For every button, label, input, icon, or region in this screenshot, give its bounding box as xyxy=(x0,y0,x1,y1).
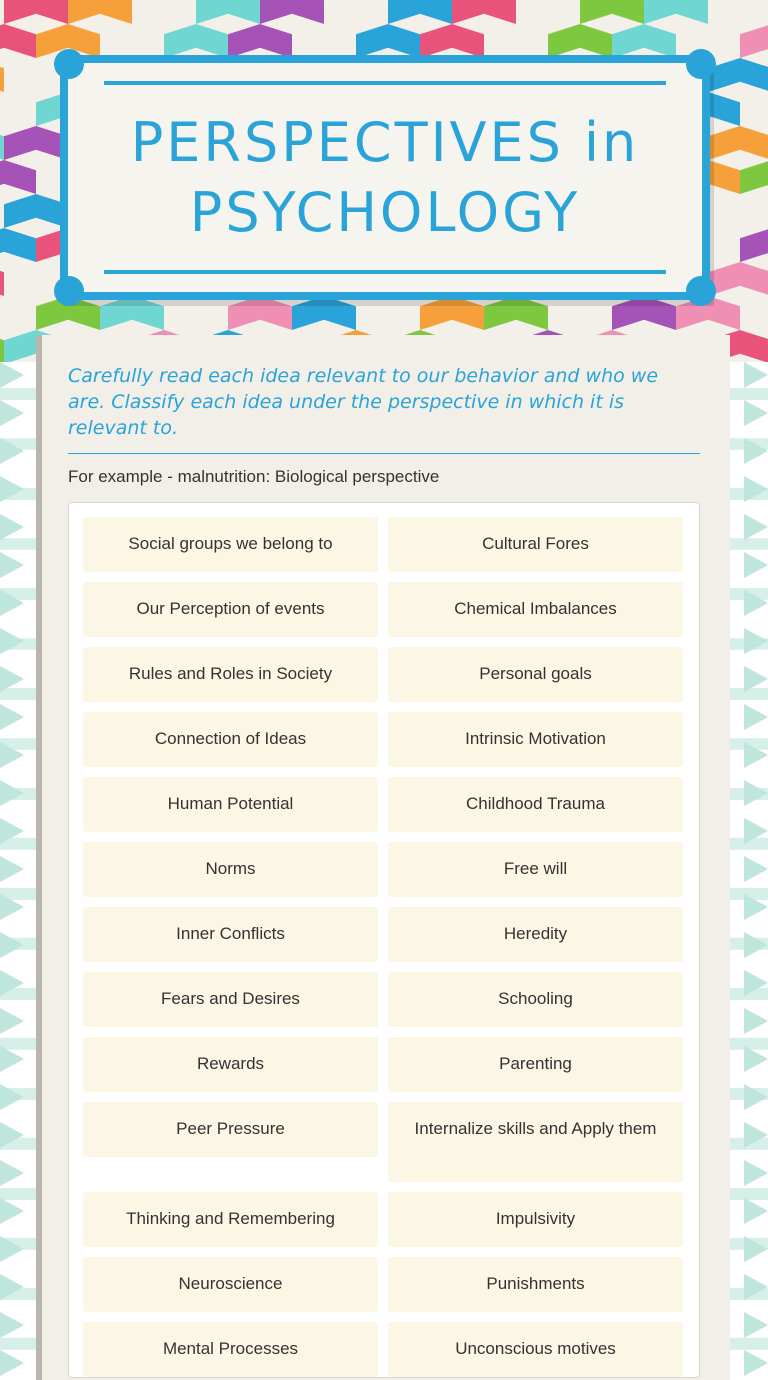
triangle-decoration xyxy=(0,780,24,806)
triangle-decoration xyxy=(0,856,24,882)
idea-card[interactable]: Chemical Imbalances xyxy=(388,582,683,637)
idea-card[interactable]: Rewards xyxy=(83,1037,378,1092)
corner-ornament xyxy=(686,276,716,306)
chevron-shape xyxy=(100,296,164,330)
idea-card[interactable]: Heredity xyxy=(388,907,683,962)
triangle-decoration xyxy=(0,552,24,578)
chevron-shape xyxy=(708,262,768,296)
chevron-shape xyxy=(0,126,4,160)
left-triangle-border xyxy=(0,362,30,1380)
triangle-decoration xyxy=(744,1312,768,1338)
triangle-decoration xyxy=(744,1198,768,1224)
idea-card[interactable]: Childhood Trauma xyxy=(388,777,683,832)
triangle-decoration xyxy=(744,1084,768,1110)
chevron-shape xyxy=(0,330,4,362)
triangle-decoration xyxy=(744,590,768,616)
triangle-decoration xyxy=(0,1274,24,1300)
chevron-shape xyxy=(0,160,36,194)
triangle-decoration xyxy=(744,514,768,540)
chevron-shape xyxy=(260,0,324,24)
idea-card[interactable]: Personal goals xyxy=(388,647,683,702)
idea-card[interactable]: Norms xyxy=(83,842,378,897)
triangle-decoration xyxy=(0,590,24,616)
idea-card[interactable]: Mental Processes xyxy=(83,1322,378,1377)
title-rule-bottom xyxy=(104,270,666,274)
triangle-decoration xyxy=(0,742,24,768)
idea-card[interactable]: Peer Pressure xyxy=(83,1102,378,1157)
triangle-decoration xyxy=(744,1236,768,1262)
idea-card[interactable]: Cultural Fores xyxy=(388,517,683,572)
worksheet-panel xyxy=(36,335,730,1380)
chevron-shape xyxy=(228,24,292,58)
idea-card[interactable]: Human Potential xyxy=(83,777,378,832)
triangle-decoration xyxy=(0,1084,24,1110)
chevron-row xyxy=(0,0,768,24)
triangle-decoration xyxy=(744,362,768,388)
triangle-decoration xyxy=(0,400,24,426)
triangle-decoration xyxy=(0,1350,24,1376)
chevron-shape xyxy=(740,24,768,58)
idea-card[interactable]: Neuroscience xyxy=(83,1257,378,1312)
triangle-decoration xyxy=(744,400,768,426)
triangle-decoration xyxy=(744,704,768,730)
triangle-decoration xyxy=(744,1160,768,1186)
idea-card[interactable]: Schooling xyxy=(388,972,683,1027)
triangle-decoration xyxy=(0,1312,24,1338)
chevron-shape xyxy=(4,194,68,228)
idea-card[interactable]: Punishments xyxy=(388,1257,683,1312)
triangle-decoration xyxy=(0,1122,24,1148)
chevron-shape xyxy=(708,126,768,160)
chevron-shape xyxy=(68,0,132,24)
triangle-decoration xyxy=(744,856,768,882)
chevron-shape xyxy=(548,24,612,58)
idea-card[interactable]: Free will xyxy=(388,842,683,897)
triangle-decoration xyxy=(0,1198,24,1224)
triangle-decoration xyxy=(744,1122,768,1148)
chevron-shape xyxy=(420,296,484,330)
chevron-shape xyxy=(708,58,768,92)
triangle-decoration xyxy=(0,514,24,540)
triangle-decoration xyxy=(0,1046,24,1072)
idea-card[interactable]: Social groups we belong to xyxy=(83,517,378,572)
triangle-decoration xyxy=(0,1160,24,1186)
triangle-decoration xyxy=(0,628,24,654)
chevron-shape xyxy=(0,58,4,92)
idea-card[interactable]: Unconscious motives xyxy=(388,1322,683,1377)
triangle-decoration xyxy=(744,1274,768,1300)
chevron-shape xyxy=(452,0,516,24)
idea-card[interactable]: Inner Conflicts xyxy=(83,907,378,962)
corner-ornament xyxy=(686,49,716,79)
triangle-decoration xyxy=(744,780,768,806)
idea-card[interactable]: Rules and Roles in Society xyxy=(83,647,378,702)
chevron-shape xyxy=(740,160,768,194)
triangle-decoration xyxy=(0,438,24,464)
idea-card[interactable]: Our Perception of events xyxy=(83,582,378,637)
triangle-decoration xyxy=(744,1350,768,1376)
triangle-decoration xyxy=(744,742,768,768)
chevron-row xyxy=(0,24,768,58)
idea-card[interactable]: Internalize skills and Apply them xyxy=(388,1102,683,1182)
chevron-shape xyxy=(164,24,228,58)
idea-card[interactable]: Intrinsic Motivation xyxy=(388,712,683,767)
triangle-decoration xyxy=(0,894,24,920)
triangle-decoration xyxy=(744,932,768,958)
corner-ornament xyxy=(54,49,84,79)
chevron-shape xyxy=(228,296,292,330)
triangle-decoration xyxy=(0,476,24,502)
idea-card[interactable]: Thinking and Remembering xyxy=(83,1192,378,1247)
triangle-decoration xyxy=(744,476,768,502)
idea-card-pool xyxy=(68,502,700,1378)
triangle-decoration xyxy=(0,818,24,844)
triangle-decoration xyxy=(744,1046,768,1072)
chevron-shape xyxy=(356,24,420,58)
triangle-decoration xyxy=(0,704,24,730)
chevron-shape xyxy=(4,126,68,160)
corner-ornament xyxy=(54,276,84,306)
triangle-decoration xyxy=(0,932,24,958)
triangle-decoration xyxy=(0,1008,24,1034)
divider xyxy=(68,453,700,454)
chevron-shape xyxy=(612,296,676,330)
chevron-shape xyxy=(580,0,644,24)
chevron-shape xyxy=(388,0,452,24)
right-triangle-border xyxy=(738,362,768,1380)
triangle-decoration xyxy=(744,628,768,654)
chevron-shape xyxy=(292,296,356,330)
chevron-row xyxy=(0,296,768,330)
example-text: For example - malnutrition: Biological perspective xyxy=(68,467,440,486)
triangle-decoration xyxy=(744,1008,768,1034)
chevron-shape xyxy=(740,228,768,262)
chevron-shape xyxy=(0,228,36,262)
triangle-decoration xyxy=(0,666,24,692)
chevron-shape xyxy=(0,262,4,296)
instructions-text: Carefully read each idea relevant to our behavior and who we are. Classify each idea under the perspective in which it is relevant to. xyxy=(68,365,659,439)
title-card xyxy=(60,55,710,300)
triangle-decoration xyxy=(0,362,24,388)
triangle-decoration xyxy=(0,1236,24,1262)
chevron-shape xyxy=(612,24,676,58)
chevron-shape xyxy=(0,24,36,58)
title-rule-top xyxy=(104,81,666,85)
triangle-decoration xyxy=(744,970,768,996)
chevron-shape xyxy=(4,0,68,24)
page-title: PERSPECTIVES in PSYCHOLOGY xyxy=(130,111,640,244)
idea-card[interactable]: Connection of Ideas xyxy=(83,712,378,767)
triangle-decoration xyxy=(0,970,24,996)
chevron-shape xyxy=(420,24,484,58)
triangle-decoration xyxy=(744,438,768,464)
chevron-shape xyxy=(484,296,548,330)
triangle-decoration xyxy=(744,552,768,578)
idea-card[interactable]: Impulsivity xyxy=(388,1192,683,1247)
idea-card[interactable]: Fears and Desires xyxy=(83,972,378,1027)
triangle-decoration xyxy=(744,666,768,692)
chevron-shape xyxy=(196,0,260,24)
chevron-shape xyxy=(644,0,708,24)
triangle-decoration xyxy=(744,818,768,844)
triangle-decoration xyxy=(744,894,768,920)
idea-card[interactable]: Parenting xyxy=(388,1037,683,1092)
